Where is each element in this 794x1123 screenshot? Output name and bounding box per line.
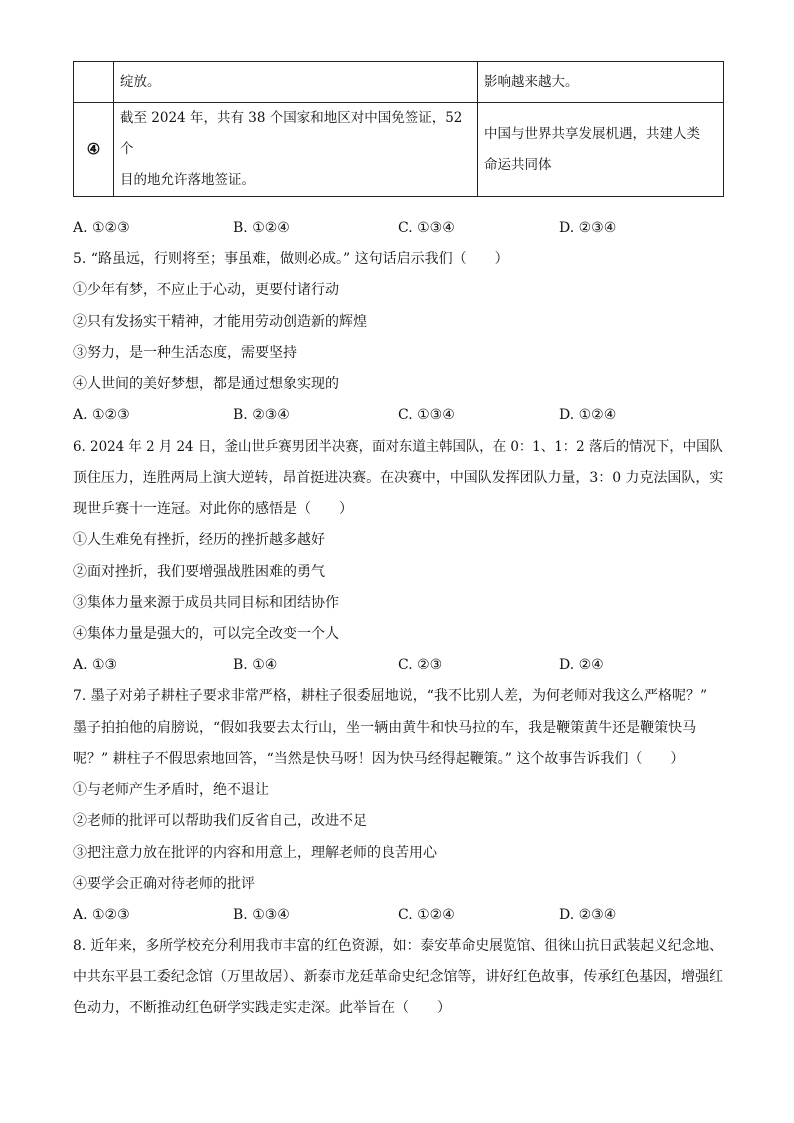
option-d[interactable]: D. ②③④ bbox=[559, 220, 617, 236]
table-cell-meaning bbox=[478, 103, 724, 197]
q5-item-4: ④人世间的美好梦想，都是通过想象实现的 bbox=[73, 376, 339, 392]
table-cell-number: ④ bbox=[74, 103, 114, 197]
table-row bbox=[74, 103, 724, 197]
option-d[interactable]: D. ②③④ bbox=[559, 907, 617, 923]
table-cell-line: 截至 2024 年，共有 38 个国家和地区对中国免签证，52 个 bbox=[120, 110, 463, 157]
q6-item-2: ②面对挫折，我们要增强战胜困难的勇气 bbox=[73, 564, 325, 580]
option-a[interactable]: A. ①③ bbox=[73, 657, 118, 673]
q6-item-1: ①人生难免有挫折，经历的挫折越多越好 bbox=[73, 532, 325, 548]
q5-stem: 5. “路虽远，行则将至；事虽难，做则必成。” 这句话启示我们（ ） bbox=[73, 251, 509, 267]
q8-stem-line-1: 8. 近年来，多所学校充分利用我市丰富的红色资源，如：泰安革命史展览馆、徂徕山抗日武装起义纪念地、 bbox=[73, 938, 723, 954]
q7-stem-line-1: 7. 墨子对弟子耕柱子要求非常严格，耕柱子很委屈地说，“我不比别人差，为何老师对我这么严格呢？” bbox=[73, 688, 708, 704]
q6-options bbox=[73, 655, 733, 675]
option-b[interactable]: B. ①②④ bbox=[233, 220, 290, 236]
q7-item-1: ①与老师产生矛盾时，绝不退让 bbox=[73, 782, 269, 798]
q7-options bbox=[73, 905, 733, 925]
q8-stem-line-3: 色动力，不断推动红色研学实践走实走深。此举旨在（ ） bbox=[73, 1000, 451, 1016]
q5-item-1: ①少年有梦，不应止于心动，更要付诸行动 bbox=[73, 282, 339, 298]
q5-item-2: ②只有发扬实干精神，才能用劳动创造新的辉煌 bbox=[73, 314, 367, 330]
q4-options bbox=[73, 218, 733, 238]
q7-stem-line-3: 呢？” 耕柱子不假思索地回答，“当然是快马呀！因为快马经得起鞭策。” 这个故事告诉我们（ ） bbox=[73, 751, 685, 767]
option-c[interactable]: C. ①③④ bbox=[398, 220, 455, 236]
q6-stem-line-1: 6. 2024 年 2 月 24 日，釜山世乒赛男团半决赛，面对东道主韩国队，在 0：1、1：2 落后的情况下，中国队 bbox=[73, 439, 723, 455]
q8-stem-line-2: 中共东平县工委纪念馆（万里故居）、新泰市龙廷革命史纪念馆等，讲好红色故事，传承红色基因，增强红 bbox=[73, 969, 724, 985]
q6-stem-line-3: 现世乒赛十一连冠。对此你的感悟是（ ） bbox=[73, 501, 353, 517]
q6-stem-line-2: 顶住压力，连胜两局上演大逆转，昂首挺进决赛。在决赛中，中国队发挥团队力量，3：0 力克法国队，实 bbox=[73, 470, 724, 486]
option-d[interactable]: D. ②④ bbox=[559, 657, 604, 673]
q7-item-3: ③把注意力放在批评的内容和用意上，理解老师的良苦用心 bbox=[73, 845, 437, 861]
q7-item-2: ②老师的批评可以帮助我们反省自己，改进不足 bbox=[73, 813, 367, 829]
option-c[interactable]: C. ②③ bbox=[398, 657, 443, 673]
option-b[interactable]: B. ①④ bbox=[233, 657, 278, 673]
q5-options bbox=[73, 405, 733, 425]
option-a[interactable]: A. ①②③ bbox=[73, 407, 130, 423]
table-cell-meaning: 影响越来越大。 bbox=[478, 62, 724, 103]
q7-item-4: ④要学会正确对待老师的批评 bbox=[73, 876, 255, 892]
option-d[interactable]: D. ①②④ bbox=[559, 407, 617, 423]
option-b[interactable]: B. ②③④ bbox=[233, 407, 290, 423]
option-c[interactable]: C. ①②④ bbox=[398, 907, 455, 923]
table-cell-line: 目的地允许落地签证。 bbox=[120, 172, 255, 188]
q7-stem-line-2: 墨子拍拍他的肩膀说，“假如我要去太行山，坐一辆由黄牛和快马拉的车，我是鞭策黄牛还是鞭策快马 bbox=[73, 720, 697, 736]
q5-item-3: ③努力，是一种生活态度，需要坚持 bbox=[73, 345, 297, 361]
option-b[interactable]: B. ①③④ bbox=[233, 907, 290, 923]
option-a[interactable]: A. ①②③ bbox=[73, 220, 130, 236]
table-row bbox=[74, 62, 724, 103]
q6-item-4: ④集体力量是强大的，可以完全改变一个人 bbox=[73, 626, 339, 642]
q6-item-3: ③集体力量来源于成员共同目标和团结协作 bbox=[73, 595, 339, 611]
table-cell-line: 命运共同体 bbox=[484, 156, 552, 173]
table-cell-content bbox=[114, 103, 478, 197]
table-cell-number bbox=[74, 62, 114, 103]
option-a[interactable]: A. ①②③ bbox=[73, 907, 130, 923]
option-c[interactable]: C. ①③④ bbox=[398, 407, 455, 423]
table-cell-line: 中国与世界共享发展机遇，共建人类 bbox=[484, 125, 700, 142]
comparison-table bbox=[73, 61, 724, 197]
table-cell-content: 绽放。 bbox=[114, 62, 478, 103]
